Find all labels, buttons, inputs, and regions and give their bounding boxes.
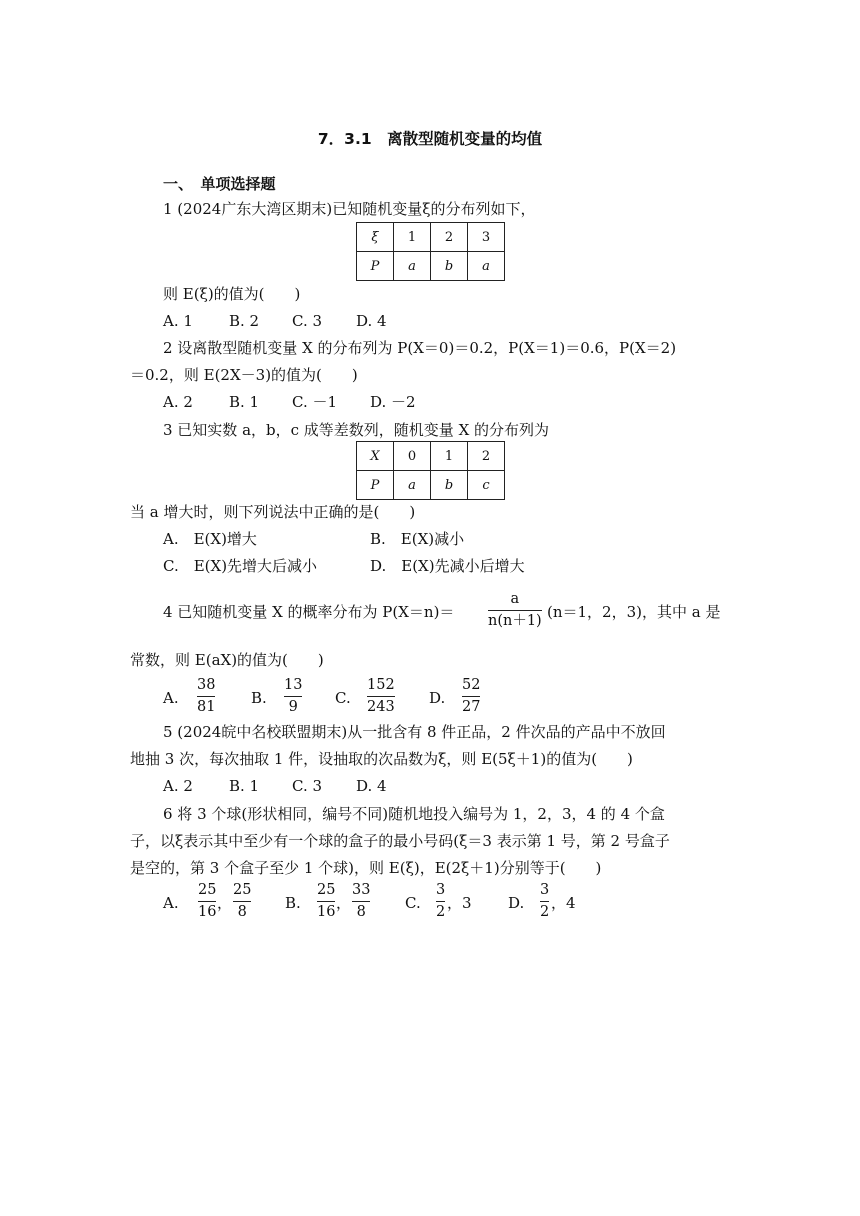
fraction-denominator: 16 xyxy=(198,904,217,920)
q3-table-cell: 0 xyxy=(394,442,431,471)
fraction-numerator: a xyxy=(510,591,520,607)
q4-stem-pre: 4 已知随机变量 X 的概率分布为 P(X＝n)＝ xyxy=(163,603,455,621)
fraction-bar xyxy=(197,696,215,697)
fraction-bar xyxy=(284,696,302,697)
q3-ask: 当 a 增大时，则下列说法中正确的是( ) xyxy=(130,503,416,521)
q6-option-a-separator: ， xyxy=(217,894,233,912)
fraction-numerator: 25 xyxy=(233,882,252,898)
fraction-bar xyxy=(352,901,370,902)
q4-option-d-fraction xyxy=(462,677,480,716)
q1-table-cell: P xyxy=(357,252,394,281)
q4-line-2: 常数，则 E(aX)的值为( ) xyxy=(130,651,324,669)
q6-option-d-fraction xyxy=(540,882,549,921)
q3-table-cell: X xyxy=(357,442,394,471)
q6-option-b-fraction-1 xyxy=(317,882,335,921)
q1-distribution-table xyxy=(356,222,505,281)
fraction-denominator: 8 xyxy=(237,904,247,920)
q6-option-a-fraction-2 xyxy=(233,882,251,921)
q2-line-2: ＝0.2，则 E(2X－3)的值为( ) xyxy=(130,366,358,384)
fraction-denominator: 81 xyxy=(197,699,216,715)
fraction-bar xyxy=(367,696,395,697)
q3-option-b: B. E(X)减小 xyxy=(370,530,465,548)
fraction-numerator: 152 xyxy=(367,677,395,693)
q1-table-cell: ξ xyxy=(357,223,394,252)
q3-table-cell: a xyxy=(394,471,431,500)
q1-option-b: B. 2 xyxy=(229,312,260,330)
q6-option-a-label: A. xyxy=(163,894,179,912)
fraction-denominator: 9 xyxy=(288,699,298,715)
fraction-numerator: 3 xyxy=(436,882,446,898)
q6-line-3: 是空的，第 3 个盒子至少 1 个球)，则 E(ξ)，E(2ξ＋1)分别等于( ) xyxy=(130,859,602,877)
fraction-denominator: 16 xyxy=(317,904,336,920)
q5-line-1: 5 (2024皖中名校联盟期末)从一批含有 8 件正品，2 件次品的产品中不放回 xyxy=(163,723,666,741)
q1-table-cell: a xyxy=(468,252,505,281)
q1-table-cell: b xyxy=(431,252,468,281)
q1-option-d: D. 4 xyxy=(356,312,387,330)
fraction-numerator: 25 xyxy=(317,882,336,898)
q1-table-cell: 1 xyxy=(394,223,431,252)
q2-option-b: B. 1 xyxy=(229,393,260,411)
fraction-bar xyxy=(317,901,335,902)
q1-table-cell: a xyxy=(394,252,431,281)
q4-option-a-label: A. xyxy=(163,689,179,707)
fraction-numerator: 3 xyxy=(540,882,550,898)
fraction-denominator: 2 xyxy=(540,904,550,920)
fraction-bar xyxy=(198,901,216,902)
q2-option-d: D. －2 xyxy=(370,393,416,411)
q3-option-a: A. E(X)增大 xyxy=(163,530,257,548)
q6-option-c-fraction xyxy=(436,882,445,921)
fraction-bar xyxy=(488,610,542,611)
q5-line-2: 地抽 3 次，每次抽取 1 件，设抽取的次品数为ξ，则 E(5ξ＋1)的值为( ) xyxy=(130,750,633,768)
section-heading: 一、 单项选择题 xyxy=(163,175,276,193)
page-title: 7．3.1 离散型随机变量的均值 xyxy=(317,130,543,148)
fraction-bar xyxy=(540,901,549,902)
fraction-denominator: 8 xyxy=(356,904,366,920)
q6-option-c-rest: ，3 xyxy=(447,894,472,912)
q5-option-b: B. 1 xyxy=(229,777,260,795)
fraction-denominator: 243 xyxy=(367,699,395,715)
q1-ask: 则 E(ξ)的值为( ) xyxy=(163,285,301,303)
q3-option-d: D. E(X)先减小后增大 xyxy=(370,557,525,575)
q3-table-cell: 1 xyxy=(431,442,468,471)
q1-option-a: A. 1 xyxy=(163,312,193,330)
q3-table-cell: P xyxy=(357,471,394,500)
q1-table-cell: 2 xyxy=(431,223,468,252)
q6-line-1: 6 将 3 个球(形状相同，编号不同)随机地投入编号为 1，2，3，4 的 4 个盒 xyxy=(163,805,665,823)
q5-option-d: D. 4 xyxy=(356,777,387,795)
q4-option-d-label: D. xyxy=(429,689,446,707)
fraction-numerator: 38 xyxy=(197,677,216,693)
fraction-bar xyxy=(462,696,480,697)
q4-fraction xyxy=(488,591,542,630)
q3-stem: 3 已知实数 a，b，c 成等差数列，随机变量 X 的分布列为 xyxy=(163,421,550,439)
q6-option-d-rest: ，4 xyxy=(551,894,576,912)
q4-option-c-label: C. xyxy=(335,689,351,707)
q3-distribution-table xyxy=(356,441,505,500)
q1-table-cell: 3 xyxy=(468,223,505,252)
fraction-numerator: 52 xyxy=(462,677,481,693)
q4-option-b-fraction xyxy=(284,677,302,716)
fraction-denominator: 2 xyxy=(436,904,446,920)
q6-option-a-fraction-1 xyxy=(198,882,216,921)
q6-option-b-separator: ， xyxy=(336,894,352,912)
q6-line-2: 子，以ξ表示其中至少有一个球的盒子的最小号码(ξ＝3 表示第 1 号，第 2 号盒子 xyxy=(130,832,670,850)
fraction-bar xyxy=(233,901,251,902)
fraction-bar xyxy=(436,901,445,902)
q3-table-cell: b xyxy=(431,471,468,500)
q6-option-d-label: D. xyxy=(508,894,525,912)
q2-line-1: 2 设离散型随机变量 X 的分布列为 P(X＝0)＝0.2，P(X＝1)＝0.6，P(X＝2) xyxy=(163,339,677,357)
q6-option-b-fraction-2 xyxy=(352,882,370,921)
fraction-numerator: 25 xyxy=(198,882,217,898)
q5-option-c: C. 3 xyxy=(292,777,323,795)
q4-stem-post: (n＝1，2，3)，其中 a 是 xyxy=(547,603,721,621)
q3-table-cell: 2 xyxy=(468,442,505,471)
q4-option-c-fraction xyxy=(367,677,395,716)
q4-option-b-label: B. xyxy=(251,689,267,707)
fraction-numerator: 33 xyxy=(352,882,371,898)
q1-stem: 1 (2024广东大湾区期末)已知随机变量ξ的分布列如下， xyxy=(163,200,536,218)
fraction-denominator: n(n＋1) xyxy=(488,613,542,629)
fraction-denominator: 27 xyxy=(462,699,481,715)
q6-option-c-label: C. xyxy=(405,894,421,912)
q1-option-c: C. 3 xyxy=(292,312,323,330)
fraction-numerator: 13 xyxy=(284,677,303,693)
q4-option-a-fraction xyxy=(197,677,215,716)
q6-option-b-label: B. xyxy=(285,894,301,912)
q5-option-a: A. 2 xyxy=(163,777,193,795)
q2-option-c: C. －1 xyxy=(292,393,338,411)
q3-option-c: C. E(X)先增大后减小 xyxy=(163,557,318,575)
q3-table-cell: c xyxy=(468,471,505,500)
q2-option-a: A. 2 xyxy=(163,393,193,411)
